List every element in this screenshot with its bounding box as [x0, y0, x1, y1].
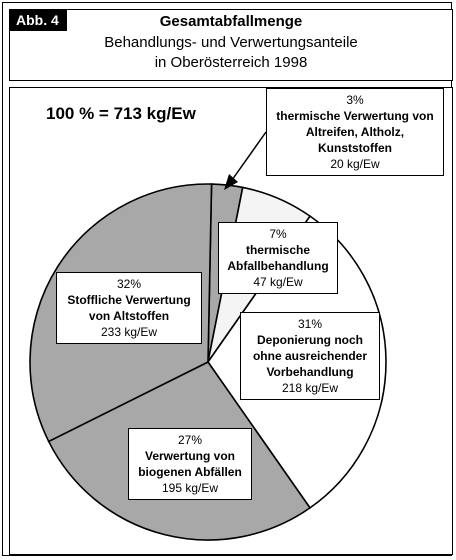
slice-name: Stoffliche Verwertung von Altstoffen: [67, 293, 191, 323]
chart-subtitle-line-2: in Oberösterreich 1998: [154, 54, 308, 71]
slice-value: 195 kg/Ew: [161, 481, 219, 495]
slice-percent: 27%: [177, 433, 203, 447]
slice-name: thermische Verwertung von Altreifen, Altholz, Kunststoffen: [276, 109, 434, 155]
slice-value: 233 kg/Ew: [100, 325, 158, 339]
slice-value: 20 kg/Ew: [330, 157, 380, 171]
slice-value: 47 kg/Ew: [253, 275, 303, 289]
chart-subtitle-line-1: Behandlungs- und Verwertungsanteile: [104, 34, 358, 51]
slice-label-biogenic: [128, 428, 252, 500]
slice-name: thermische Abfallbehandlung: [227, 243, 329, 273]
slice-label-thermal-recycling: [266, 88, 444, 176]
slice-percent: 3%: [346, 93, 364, 107]
slice-name: Deponierung noch ohne ausreichender Vorbehandlung: [252, 333, 368, 379]
slice-percent: 32%: [116, 277, 142, 291]
figure-tag: Abb. 4: [10, 10, 67, 31]
slice-percent: 31%: [297, 317, 323, 331]
slice-label-material-recycling: [56, 272, 202, 344]
slice-value: 218 kg/Ew: [281, 381, 339, 395]
chart-title: Gesamtabfallmenge: [159, 13, 303, 30]
slice-percent: 7%: [269, 227, 287, 241]
slice-label-landfill: [240, 312, 380, 400]
total-label: 100 % = 713 kg/Ew: [46, 104, 196, 123]
callout-arrow-line: [232, 132, 266, 180]
slice-label-thermal-treatment: [218, 222, 338, 294]
slice-name: Verwertung von biogenen Abfällen: [138, 449, 242, 479]
